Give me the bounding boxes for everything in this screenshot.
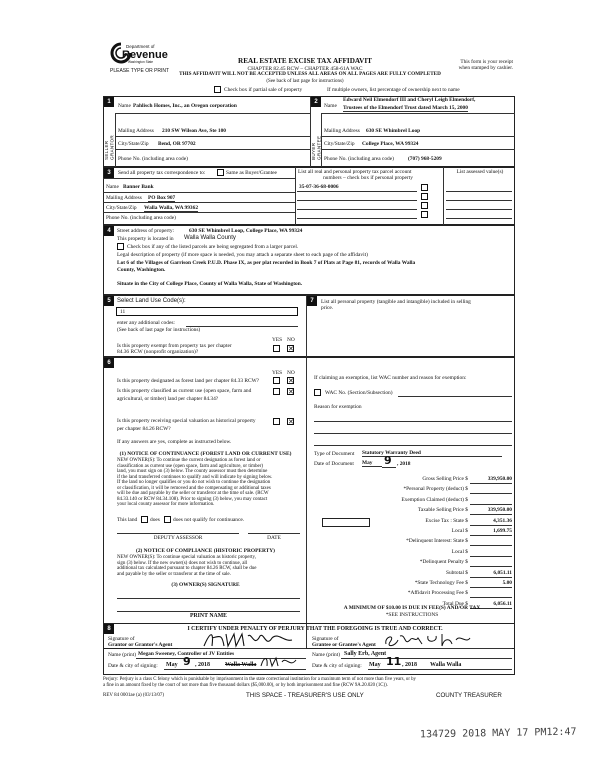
doc-date-label: Date of Document: [314, 461, 354, 467]
parcel-2-personal-checkbox[interactable]: [421, 193, 428, 200]
grantee-month[interactable]: May: [369, 662, 381, 668]
logo: [110, 42, 170, 68]
rev-number: REV 84 0001ae (a) (03/13/07): [103, 693, 165, 698]
logo-top-text: Department of: [126, 44, 155, 49]
tax-row-value[interactable]: 339,950.00: [487, 507, 512, 514]
tax-row-line: [470, 556, 512, 557]
tax-row-value[interactable]: 1,699.75: [493, 528, 512, 534]
grantor-name[interactable]: Megan Sweeney, Controller of JV Entities: [138, 651, 235, 657]
minimum-due-note: A MINIMUM OF $10.00 IS DUE IN FEE(S) AND/OR TAX: [343, 605, 481, 611]
treasurer-space: THIS SPACE - TREASURER'S USE ONLY: [246, 692, 364, 699]
land-use-value: 11: [120, 309, 126, 315]
doc-day[interactable]: 9: [384, 454, 392, 467]
personal-property-label: List all personal property (tangible and intangible) included in selling price.: [321, 299, 471, 312]
segregated-label: Check box if any of the listed parcels are being segregated from a larger parcel.: [127, 244, 299, 250]
if-yes-instruction: If any answers are yes, complete as instructed below.: [117, 439, 232, 445]
grantee-date-label: Date & city of signing:: [312, 663, 362, 669]
seller-phone-label: Phone No. (including area code): [118, 156, 188, 162]
land-use-select[interactable]: [116, 307, 298, 316]
land-label: This land: [117, 517, 138, 523]
grantee-city[interactable]: Walla Walla: [430, 662, 462, 668]
assessed-header: List assessed value(s): [456, 169, 504, 175]
same-as-buyer-label: Same as Buyer/Grantee: [226, 170, 277, 176]
tax-row-line: [470, 483, 512, 484]
doc-type[interactable]: Statutory Warranty Deed: [362, 450, 502, 457]
s5-no: NO: [287, 337, 295, 343]
parcel-3-personal-checkbox[interactable]: [421, 202, 428, 209]
grantor-name-label: Name (print): [108, 652, 136, 658]
section-3-badge: 3: [104, 168, 114, 178]
does-label: does: [150, 517, 160, 523]
legal-line-2[interactable]: County, Washington.: [117, 267, 166, 273]
grantor-sig-label: Signature of Grantor or Grantor's Agent: [108, 636, 173, 649]
grantee-sig-label: Signature of Grantee or Grantee's Agent: [312, 636, 376, 649]
same-as-buyer-checkbox[interactable]: [217, 169, 224, 176]
seller-city[interactable]: Bend, OR 97702: [158, 141, 196, 147]
seller-name-label: Name: [118, 103, 131, 109]
tax-row-line: [470, 504, 512, 505]
legal-line-3[interactable]: Situate in the City of College Place, County of Walla Walla, State of Washington.: [117, 281, 303, 287]
grantee-name-label: Name (print): [312, 652, 340, 658]
doc-year[interactable]: , 2018: [397, 461, 411, 467]
parcel-header: List all real and personal property tax parcel account numbers – check box if personal property: [298, 169, 413, 182]
tax-row-label: Local $: [451, 528, 468, 534]
tax-row-label: *Affidavit Processing Fee $: [407, 590, 468, 597]
logo-main-text: Revenue: [122, 49, 168, 61]
tax-row-line: [470, 535, 512, 536]
located-county[interactable]: Walla Walla County: [184, 235, 236, 241]
partial-sale-checkbox[interactable]: [214, 86, 221, 93]
s5-yes: YES: [272, 337, 283, 343]
legal-label: Legal description of property (if more space is needed, you may attach a separate sheet to each page of the affidavit): [117, 252, 368, 258]
tax-row-line: [470, 514, 512, 515]
buyer-city-label: City/State/Zip: [324, 141, 355, 147]
forest-yes-checkbox[interactable]: [273, 377, 280, 384]
land-use-label: Select Land Use Code(s):: [117, 298, 186, 304]
form-chapter: CHAPTER 82.45 RCW – CHAPTER 458-61A WAC: [247, 66, 363, 72]
tax-row-label: *Personal Property (deduct) $: [403, 486, 468, 493]
parcel-1-personal-checkbox[interactable]: [421, 184, 428, 191]
grantor-signature[interactable]: [200, 628, 295, 650]
notice-1-body: NEW OWNER(S): To continue the current designation as forest land or classification as current use (open space, farm and agriculture, or timber) land, you must sign on (3) below. The county assessor must then determine if the land transferred continues to qualify and will indicate by signing below. If the land no longer qualifies or you do not wish to continue the designation or classification, it will be removed and the compensating or additional taxes will be due and payable by the seller or transferor at the time of sale. (RCW 84.33.140 or RCW 84.34.108). Prior to signing (3) below, you may contact your local county assessor for more information.: [117, 458, 273, 507]
local-code-box[interactable]: [322, 518, 370, 527]
grantee-signature[interactable]: [382, 630, 472, 650]
seller-mailing-label: Mailing Address: [118, 128, 154, 134]
print-note: PLEASE TYPE OR PRINT: [110, 68, 170, 74]
section-6-badge: 6: [104, 358, 114, 368]
forest-question: Is this property designated as forest land per chapter 84.33 RCW?: [117, 378, 260, 384]
form-warning: THIS AFFIDAVIT WILL NOT BE ACCEPTED UNLESS ALL AREAS ON ALL PAGES ARE FULLY COMPLETED: [179, 71, 441, 77]
current-use-question: Is this property classified as current use (open space, farm and agricultural, or timber) land per chapter 84.34?: [117, 388, 252, 403]
deputy-assessor-label: DEPUTY ASSESSOR: [153, 535, 203, 541]
grantor-city[interactable]: Walla Walla: [225, 662, 257, 668]
corr-name[interactable]: Banner Bank: [123, 184, 154, 190]
tax-row-label: *Delinquent Penalty $: [419, 559, 468, 566]
buyer-name-1[interactable]: Edward Neil Elmendorf III and Cheryl Leigh Elmendorf,: [343, 97, 476, 103]
grantor-city-correction: [258, 654, 298, 670]
tax-row-line: [470, 493, 512, 494]
buyer-name-2[interactable]: Trustees of the Elmendorf Trust dated March 15, 2000: [343, 105, 468, 111]
tax-row-value[interactable]: 5.00: [502, 580, 512, 586]
corr-phone-label: Phone No. (including area code): [106, 215, 176, 221]
s6-yes: YES: [272, 370, 283, 376]
buyer-city[interactable]: College Place, WA 99324: [362, 141, 419, 147]
deputy-date-label: DATE: [267, 535, 281, 541]
tax-row-line: [470, 597, 512, 598]
tax-row-value[interactable]: 6,051.11: [493, 569, 512, 576]
historic-no-checkbox[interactable]: ✕: [288, 418, 294, 426]
logo-sub-text: Washington State: [128, 60, 154, 64]
current-use-no-checkbox[interactable]: ✕: [288, 388, 294, 396]
section-8-badge: 8: [104, 624, 114, 634]
section-7-badge: 7: [307, 296, 317, 306]
corr-mailing-label: Mailing Address: [106, 195, 142, 201]
tax-row-label: Total Due $: [442, 600, 468, 607]
tax-row-label: *Delinquent Interest: State $: [406, 538, 468, 545]
historic-yes-checkbox[interactable]: [273, 418, 280, 425]
exempt-question: Is this property exempt from property tax per chapter 84.36 RCW (nonprofit organization)?: [117, 343, 232, 356]
tax-row-line: [470, 577, 512, 578]
grantor-year[interactable]: , 2018: [195, 662, 210, 668]
corr-mailing[interactable]: PO Box 907: [148, 195, 176, 201]
tax-row-line: [470, 566, 512, 567]
multiple-owners-note: If multiple owners, list percentage of ownership next to name: [327, 87, 460, 93]
tax-row-value[interactable]: 4,351.36: [493, 517, 512, 524]
tax-row-label: Exemption Claimed (deduct) $: [401, 496, 468, 503]
notice-2-title: (2) NOTICE OF COMPLIANCE (HISTORIC PROPERTY): [136, 548, 275, 554]
s6-no: NO: [287, 370, 295, 376]
buyer-side-label: BUYER GRANTEE: [311, 135, 322, 160]
certify-statement: I CERTIFY UNDER PENALTY OF PERJURY THAT THE FOREGOING IS TRUE AND CORRECT.: [187, 626, 443, 632]
tax-row-label: Local $: [451, 548, 468, 555]
exemption-claim-label: If claiming an exemption, list WAC number and reason for exemption:: [314, 375, 467, 381]
grantor-date-label: Date & city of signing:: [108, 663, 158, 669]
section-1-badge: 1: [104, 97, 114, 107]
forest-no-checkbox[interactable]: ✕: [288, 377, 294, 385]
doc-type-label: Type of Document: [314, 451, 355, 457]
wac-label: WAC No. (Section/Subsection): [325, 390, 393, 396]
exempt-yes-checkbox[interactable]: [273, 345, 280, 352]
exemption-reason-label: Reason for exemption: [314, 404, 362, 410]
print-name-label: PRINT NAME: [189, 613, 228, 619]
notice-2-body: NEW OWNER(S): To continue special valuation as historic property, sign (3) below. If the new owner(s) does not wish to continue, all additional tax calculated pursuant to chapter 84.26 RCW, shall be due and payable by the seller or transferor at the time of sale.: [117, 555, 257, 577]
does-not-label: does not qualify for continuance.: [173, 517, 245, 523]
tax-row-label: Excise Tax : State $: [425, 517, 468, 524]
current-use-yes-checkbox[interactable]: [273, 388, 280, 395]
receipt-note: This form is your receipt when stamped by cashier.: [458, 59, 513, 72]
parcel-4-personal-checkbox[interactable]: [421, 211, 428, 218]
seller-side-label: SELLER GRANTOR: [104, 135, 115, 160]
legal-line-1[interactable]: Lot 6 of the Villages of Garrison Creek P.U.D. Phase IX, as per plat recorded in Book 7 of Plats at Page 81, records of Walla Walla: [117, 260, 416, 266]
land-use-see-back: (See back of last page for instructions): [117, 327, 201, 333]
seller-city-label: City/State/Zip: [118, 141, 149, 147]
form-instructions: (See back of last page for instructions): [266, 79, 344, 84]
see-instructions-note: *SEE INSTRUCTIONS: [385, 612, 439, 618]
exempt-no-checkbox[interactable]: ✕: [288, 345, 294, 353]
grantor-day[interactable]: 9: [183, 655, 191, 668]
tax-row-line: [470, 545, 512, 546]
section-4-badge: 4: [104, 226, 114, 236]
tax-row-label: Gross Selling Price $: [422, 476, 468, 482]
recording-stamp: 134729 2018 MAY 17 PM12:47: [419, 726, 577, 741]
corr-city-label: City/State/Zip: [106, 205, 137, 211]
corr-city[interactable]: Walla Walla, WA 99362: [144, 205, 199, 211]
tax-row-label: *State Technology Fee $: [414, 580, 468, 586]
tax-row-value[interactable]: 6,056.11: [493, 600, 512, 607]
seller-mailing[interactable]: 210 SW Wilson Ave, Ste 100: [162, 128, 226, 134]
wac-checkbox[interactable]: [314, 389, 321, 396]
section-5-badge: 5: [104, 296, 114, 306]
tax-row-value[interactable]: 339,950.00: [487, 476, 512, 482]
buyer-mailing-label: Mailing Address: [324, 128, 360, 134]
buyer-phone-label: Phone No. (including area code): [324, 156, 394, 162]
parcel-number[interactable]: 35-07-36-68-0006: [299, 184, 339, 190]
county-treasurer: COUNTY TREASURER: [436, 692, 502, 699]
seller-name[interactable]: Pahlisch Homes, Inc., an Oregon corporation: [133, 103, 237, 109]
tax-row-line: [470, 525, 512, 526]
land-does-checkbox[interactable]: [141, 516, 148, 523]
grantee-year[interactable]: , 2018: [402, 662, 417, 668]
street-label: Street address of property:: [117, 228, 175, 234]
buyer-mailing[interactable]: 630 SE Whimbrel Loop: [366, 128, 421, 134]
doc-month[interactable]: May: [362, 460, 382, 467]
perjury-note: Perjury: Perjury is a class C felony which is punishable by imprisonment in the state correctional institution for a maximum term of not more than five years, or by a fine in an amount fixed by the court of not more than five thousand dollars ($5,000.00), or by both imprisonment and fine (RCW 9A.20.020 (1C)).: [103, 677, 416, 688]
grantor-month[interactable]: May: [166, 662, 178, 668]
grantee-day[interactable]: 11: [386, 655, 402, 668]
segregated-checkbox[interactable]: [117, 243, 124, 250]
tax-row-line: [470, 587, 512, 588]
form-title: REAL ESTATE EXCISE TAX AFFIDAVIT: [238, 57, 372, 65]
partial-sale-label: Check box if partial sale of property: [224, 87, 303, 93]
notice-3-title: (3) OWNER(S) SIGNATURE: [171, 582, 240, 588]
notice-1-title: (1) NOTICE OF CONTINUANCE (FOREST LAND OR CURRENT USE): [119, 451, 292, 457]
buyer-phone[interactable]: (707) 968-5209: [408, 156, 442, 162]
corr-name-label: Name: [106, 184, 119, 190]
located-label: This property is located in: [117, 236, 174, 242]
tax-row-label: Taxable Selling Price $: [417, 507, 468, 514]
buyer-name-label: Name: [324, 103, 337, 109]
tax-row-label: Subtotal $: [445, 569, 468, 576]
historic-question: Is this property receiving special valuation as historical property per chapter 84.26 RCW?: [117, 418, 256, 433]
additional-codes-label: enter any additional codes:: [117, 320, 175, 326]
land-does-not-checkbox[interactable]: [164, 516, 171, 523]
section-2-badge: 2: [311, 97, 321, 107]
correspondence-label: Send all property tax correspondence to:: [118, 170, 206, 176]
grantee-name[interactable]: Sally Erb, Agent: [344, 651, 387, 657]
street-address[interactable]: 630 SE Whimbrel Loop, College Place, WA 99324: [189, 228, 303, 234]
